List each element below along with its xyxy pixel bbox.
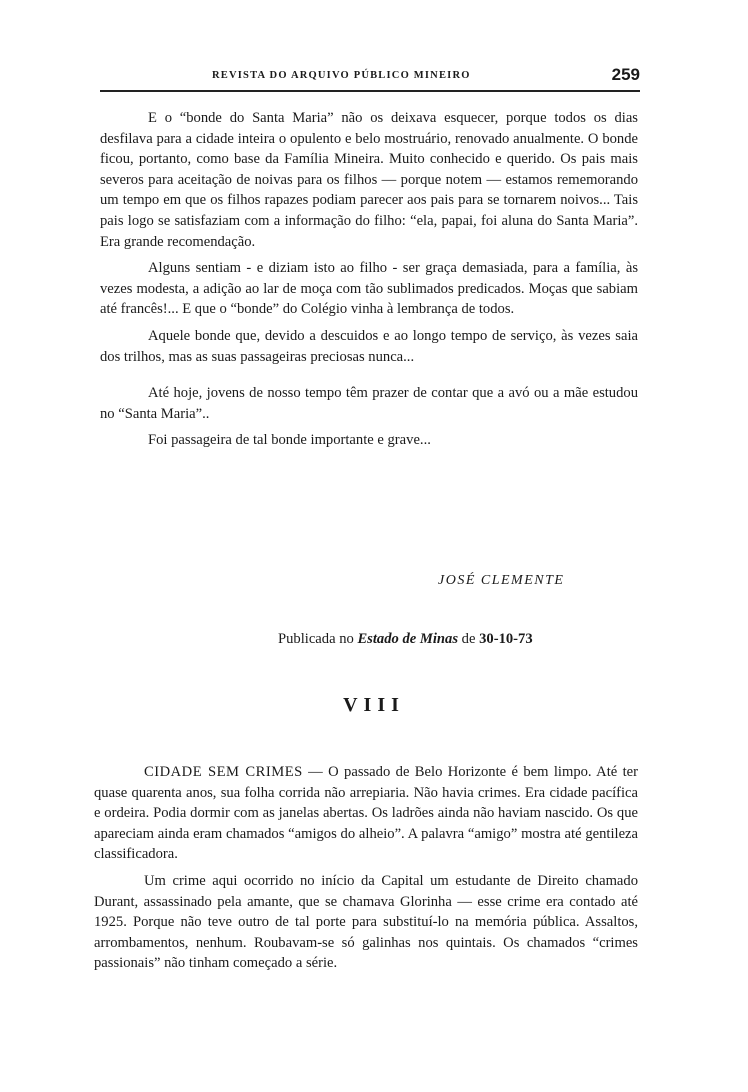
running-title: REVISTA DO ARQUIVO PÚBLICO MINEIRO: [212, 70, 471, 81]
publication-middle: de: [461, 631, 476, 647]
section-paragraph: CIDADE SEM CRIMES — O passado de Belo Horizonte é bem limpo. Até ter quase quarenta anos, sua folha corrida não arrepiaria. Não havia crimes. Era cidade pacífica e ordeira. Podia dormir com as janelas abertas. Os ladrões ainda não haviam nascido. Os que apareciam ainda eram chamados “amigos do alheio”. A palavra “amigo” mostra até gentileza classificadora.: [94, 764, 639, 863]
section-body: [94, 762, 638, 974]
section-paragraph: Um crime aqui ocorrido no início da Capital um estudante de Direito chamado Durant, assassinado pela amante, que se chamava Glorinha — esse crime era contado até 1925. Porque não teve outro de tal porte para substituí-lo na memória pública. Assaltos, arrombamentos, nenhum. Roubavam-se só galinhas nos quintais. Os chamados “crimes passionais” não tinham começado a série.: [94, 872, 638, 972]
page-number: 259: [611, 65, 640, 84]
publication-prefix: Publicada no: [278, 631, 354, 647]
author-signature: JOSÉ CLEMENTE: [438, 573, 565, 588]
page-header: [100, 64, 640, 92]
newspaper-name: Estado de Minas: [357, 631, 459, 647]
publication-date: 30-10-73: [479, 631, 533, 647]
section-number: VIII: [343, 694, 405, 716]
article-paragraph: E o “bonde do Santa Maria” não os deixava esquecer, porque todos os dias desfilava para a cidade inteira o opulento e belo mostruário, renovado anualmente. O bonde ficou, portanto, como base da Família Mineira. Muito conhecido e querido. Os pais mais severos para aceitação de noivas para os filhos — porque notem — estamos rememorando um tempo em que os filhos rapazes podiam parecer aos pais para se tornarem noivos... Tais pais logo se satisfaziam com a informação do filho: “ela, papai, foi aluna do Santa Maria”. Era grande recomendação.: [100, 110, 638, 250]
article-paragraph: Até hoje, jovens de nosso tempo têm prazer de contar que a avó ou a mãe estudou no “Santa Maria”..: [100, 385, 638, 422]
section-paragraph-text: O passado de Belo Horizonte é bem limpo. Até ter quase quarenta anos, sua folha corrida não arrepiaria. Não havia crimes. Era cidade pacífica e ordeira. Podia dormir com as janelas abertas. Os ladrões ainda não haviam nascido. Os que apareciam ainda eram chamados “amigos do alheio”. A palavra “amigo” mostra até gentileza classificadora.: [94, 764, 639, 863]
section-title: CIDADE SEM CRIMES: [144, 764, 303, 780]
publication-note: [278, 631, 533, 648]
article-body: [100, 108, 638, 451]
article-paragraph: Aquele bonde que, devido a descuidos e ao longo tempo de serviço, às vezes saia dos trilhos, mas as suas passageiras preciosas nunca...: [100, 327, 638, 365]
article-paragraph: Foi passageira de tal bonde importante e grave...: [148, 432, 431, 449]
article-paragraph: Alguns sentiam - e diziam isto ao filho - ser graça demasiada, para a família, às vezes modesta, a adição ao lar de moça com tão sublimados predicados. Moças que sabiam até francês!... E que o “bonde” do Colégio vinha à lembrança de todos.: [100, 260, 638, 318]
